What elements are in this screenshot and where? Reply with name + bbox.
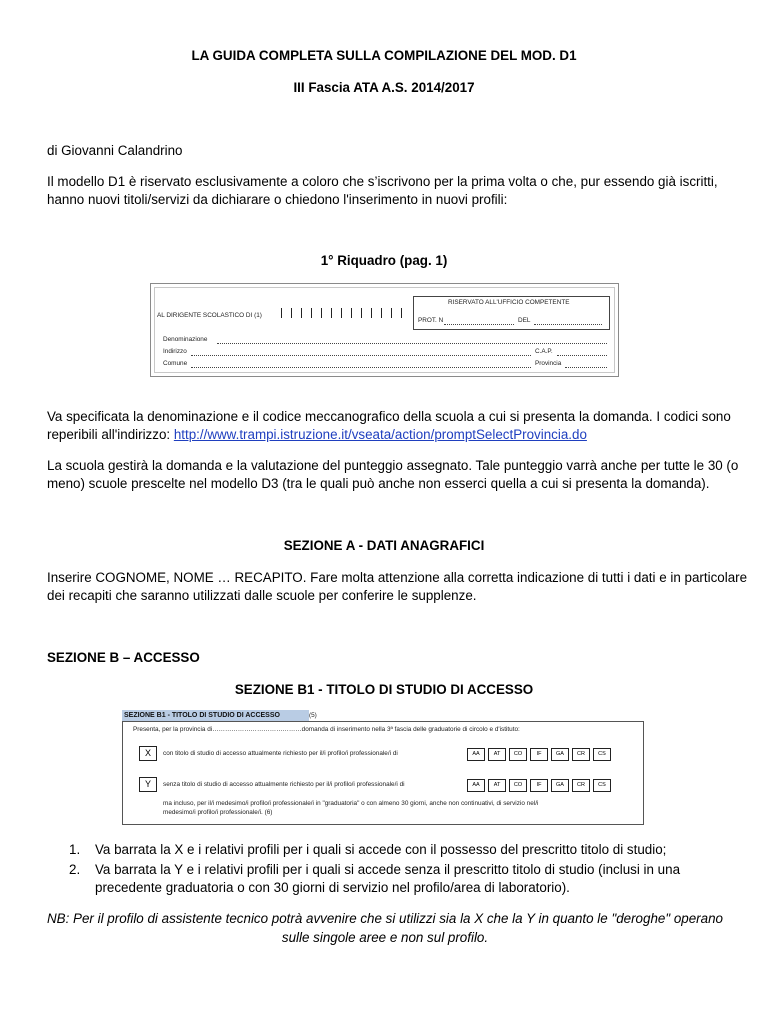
x-profile-cs: CS <box>593 748 611 761</box>
form-inner-frame <box>154 287 615 373</box>
del-label: DEL <box>518 317 531 324</box>
y-profile-aa: AA <box>467 779 485 792</box>
y-profiles <box>467 779 611 792</box>
b1-form-header-note: (5) <box>309 712 317 719</box>
b1-form-header: SEZIONE B1 - TITOLO DI STUDIO DI ACCESSO <box>122 710 309 721</box>
section-a-line-1: Inserire COGNOME, NOME … RECAPITO. Fare molta attenzione alla corretta indicazione di tutti i dati e in particolare <box>47 570 748 585</box>
nb-line-2: sulle singole aree e non sul profilo. <box>281 930 489 945</box>
y-profile-cs: CS <box>593 779 611 792</box>
cap-dots <box>557 355 607 356</box>
comune-label: Comune <box>163 360 188 367</box>
author: di Giovanni Calandrino <box>47 143 183 158</box>
intro-line-2: hanno nuovi titoli/servizi da dichiarare o chiedono l'inserimento in nuovi profili: <box>47 192 508 207</box>
section-a-line-2: dei recapiti che saranno utilizzati dalle scuole per conferire le supplenze. <box>47 588 477 603</box>
x-text: con titolo di studio di accesso attualmente richiesto per il/i profilo/i professionale/i di <box>163 750 398 757</box>
form-b1-image <box>122 710 644 824</box>
specify-line-1: Va specificata la denominazione e il codice meccanografico della scuola a cui si presenta la domanda. I codici sono <box>47 409 731 424</box>
school-line-2: meno) scuole prescelte nel modello D3 (tra le quali può anche non esserci quella a cui si presenta la domanda). <box>47 476 710 491</box>
trampi-link[interactable]: http://www.trampi.istruzione.it/vseata/action/promptSelectProvincia.do <box>173 427 587 442</box>
nb-line-1: NB: Per il profilo di assistente tecnico potrà avvenire che si utilizzi sia la X che la Y in quanto le "deroghe" operano <box>47 911 723 926</box>
school-code-boxes <box>281 308 402 318</box>
indirizzo-dots <box>191 355 531 356</box>
y-note-1: ma incluso, per il/i medesimo/i profilo/i professionale/i in "graduatoria" o con almeno 30 giorni, anche non continuativi, di servizio nel/i <box>163 800 539 807</box>
list-item-2-text-2: precedente graduatoria o con 30 giorni di servizio nel profilo/area di laboratorio). <box>95 880 570 895</box>
prot-label: PROT. N <box>418 317 444 324</box>
prot-dots <box>444 324 514 325</box>
x-profile-at: AT <box>488 748 506 761</box>
dirigente-label: AL DIRIGENTE SCOLASTICO DI (1) <box>157 312 262 319</box>
y-profile-at: AT <box>488 779 506 792</box>
school-line-1: La scuola gestirà la domanda e la valutazione del punteggio assegnato. Tale punteggio varrà anche per tutte le 30 (o <box>47 458 739 473</box>
y-profile-if: IF <box>530 779 548 792</box>
reserved-office-box <box>413 296 610 330</box>
comune-dots <box>191 367 531 368</box>
doc-title: LA GUIDA COMPLETA SULLA COMPILAZIONE DEL MOD. D1 <box>191 48 577 63</box>
y-profile-ga: GA <box>551 779 569 792</box>
specify-line-2: reperibili all'indirizzo: http://www.trampi.istruzione.it/vseata/action/promptSelectProvincia.do <box>47 427 587 442</box>
reserved-label: RISERVATO ALL'UFFICIO COMPETENTE <box>448 299 570 306</box>
x-profile-aa: AA <box>467 748 485 761</box>
list-item-1-text: Va barrata la X e i relativi profili per i quali si accede con il possesso del prescritto titolo di studio; <box>95 842 667 857</box>
cap-label: C.A.P. <box>535 348 553 355</box>
x-profile-cr: CR <box>572 748 590 761</box>
x-checkbox: X <box>139 746 157 761</box>
b1-form-frame <box>122 721 644 825</box>
intro-line-1: Il modello D1 è riservato esclusivamente a coloro che s’iscrivono per la prima volta o che, pur essendo già iscritti, <box>47 174 718 189</box>
y-text: senza titolo di studio di accesso attualmente richiesto per il/i profilo/i professionale/i di <box>163 781 405 788</box>
form-riquadro-image <box>150 283 619 377</box>
denominazione-dots <box>217 343 607 344</box>
section-b1-heading: SEZIONE B1 - TITOLO DI STUDIO DI ACCESSO <box>234 682 534 697</box>
riquadro-heading: 1° Riquadro (pag. 1) <box>320 253 448 268</box>
x-profile-if: IF <box>530 748 548 761</box>
list-item-1-number: 1. <box>69 842 81 857</box>
y-checkbox: Y <box>139 777 157 792</box>
presenta-text: Presenta, per la provincia di……………………………………domanda di inserimento nella 3ª fascia delle graduatorie di circolo e d'istituto: <box>133 726 520 733</box>
x-profiles <box>467 748 611 761</box>
section-a-heading: SEZIONE A - DATI ANAGRAFICI <box>283 538 485 553</box>
y-profile-cr: CR <box>572 779 590 792</box>
denominazione-label: Denominazione <box>163 336 208 343</box>
section-b-heading: SEZIONE B – ACCESSO <box>47 650 200 665</box>
indirizzo-label: Indirizzo <box>163 348 187 355</box>
list-item-2-text-1: Va barrata la Y e i relativi profili per i quali si accede senza il prescritto titolo di studio (inclusi in una <box>95 862 681 877</box>
x-profile-ga: GA <box>551 748 569 761</box>
y-note-2: medesimo/i profilo/i professionale/i. (6) <box>163 809 273 816</box>
y-profile-co: CO <box>509 779 527 792</box>
doc-subtitle: III Fascia ATA A.S. 2014/2017 <box>293 80 475 95</box>
provincia-dots <box>565 367 607 368</box>
provincia-label: Provincia <box>535 360 562 367</box>
del-dots <box>534 324 602 325</box>
list-item-2-number: 2. <box>69 862 81 877</box>
x-profile-co: CO <box>509 748 527 761</box>
